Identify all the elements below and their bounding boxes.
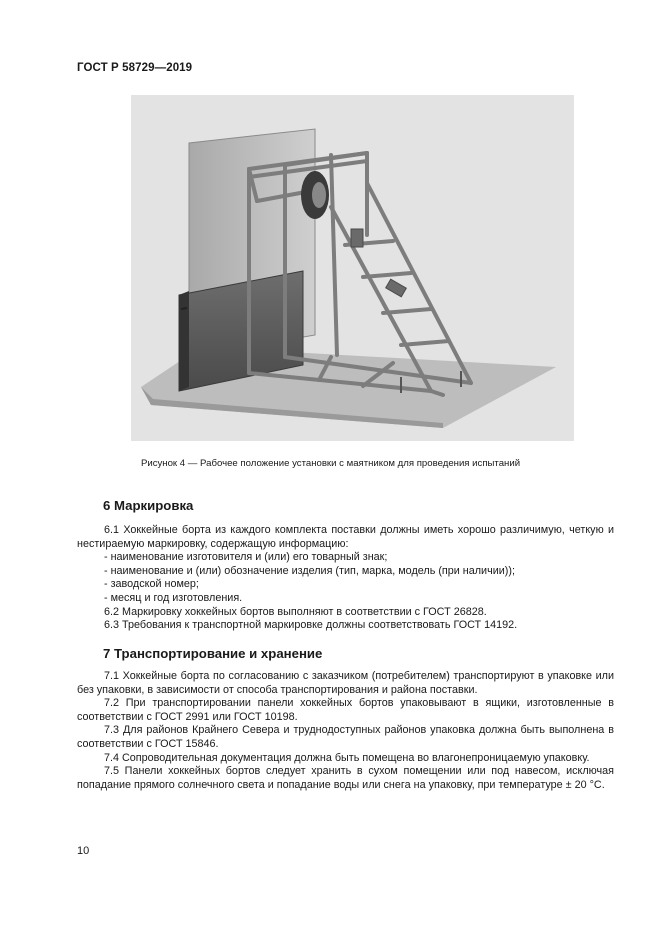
paragraph-7-1: 7.1 Хоккейные борта по согласованию с заказчиком (потребителем) транспортируют в упаковке или без упаковки, в зависимости от способа транспортирования и района поставки. [77,670,614,696]
paragraph-6-3: 6.3 Требования к транспортной маркировке должны соответствовать ГОСТ 14192. [104,619,518,632]
list-item: - наименование изготовителя и (или) его товарный знак; [104,551,388,564]
section-6-body [77,524,614,633]
paragraph-7-5: 7.5 Панели хоккейных бортов следует хранить в сухом помещении или под навесом, исключая попадание прямого солнечного света и попадание воды или снега на упаковку, при температуре ± 20 °С. [77,765,614,791]
test-rig-illustration [131,95,574,441]
paragraph-7-4: 7.4 Сопроводительная документация должна быть помещена во влагонепроницаемую упаковку. [104,751,590,764]
figure-caption: Рисунок 4 — Рабочее положение установки с маятником для проведения испытаний [140,458,521,469]
figure-4-test-rig-image [131,95,574,441]
list-item: - заводской номер; [104,578,199,591]
paragraph-6-1: 6.1 Хоккейные борта из каждого комплекта поставки должны иметь хорошо различимую, четкую и нестираемую маркировку, содержащую информацию: [77,524,614,550]
paragraph-6-2: 6.2 Маркировку хоккейных бортов выполняют в соответствии с ГОСТ 26828. [104,605,487,618]
section-7-body [77,670,614,792]
section-6-heading: 6 Маркировка [103,498,194,513]
list-item: - месяц и год изготовления. [104,591,243,604]
document-code-header: ГОСТ Р 58729—2019 [77,62,193,74]
section-7-heading: 7 Транспортирование и хранение [103,646,323,661]
list-item: - наименование и (или) обозначение изделия (тип, марка, модель (при наличии)); [104,564,515,577]
paragraph-7-2: 7.2 При транспортировании панели хоккейных бортов упаковывают в ящики, изготовленные в соответствии с ГОСТ 2991 или ГОСТ 10198. [77,697,614,723]
paragraph-7-3: 7.3 Для районов Крайнего Севера и труднодоступных районов упаковка должна быть выполнена в соответствии с ГОСТ 15846. [77,724,614,750]
page-number: 10 [77,845,90,857]
